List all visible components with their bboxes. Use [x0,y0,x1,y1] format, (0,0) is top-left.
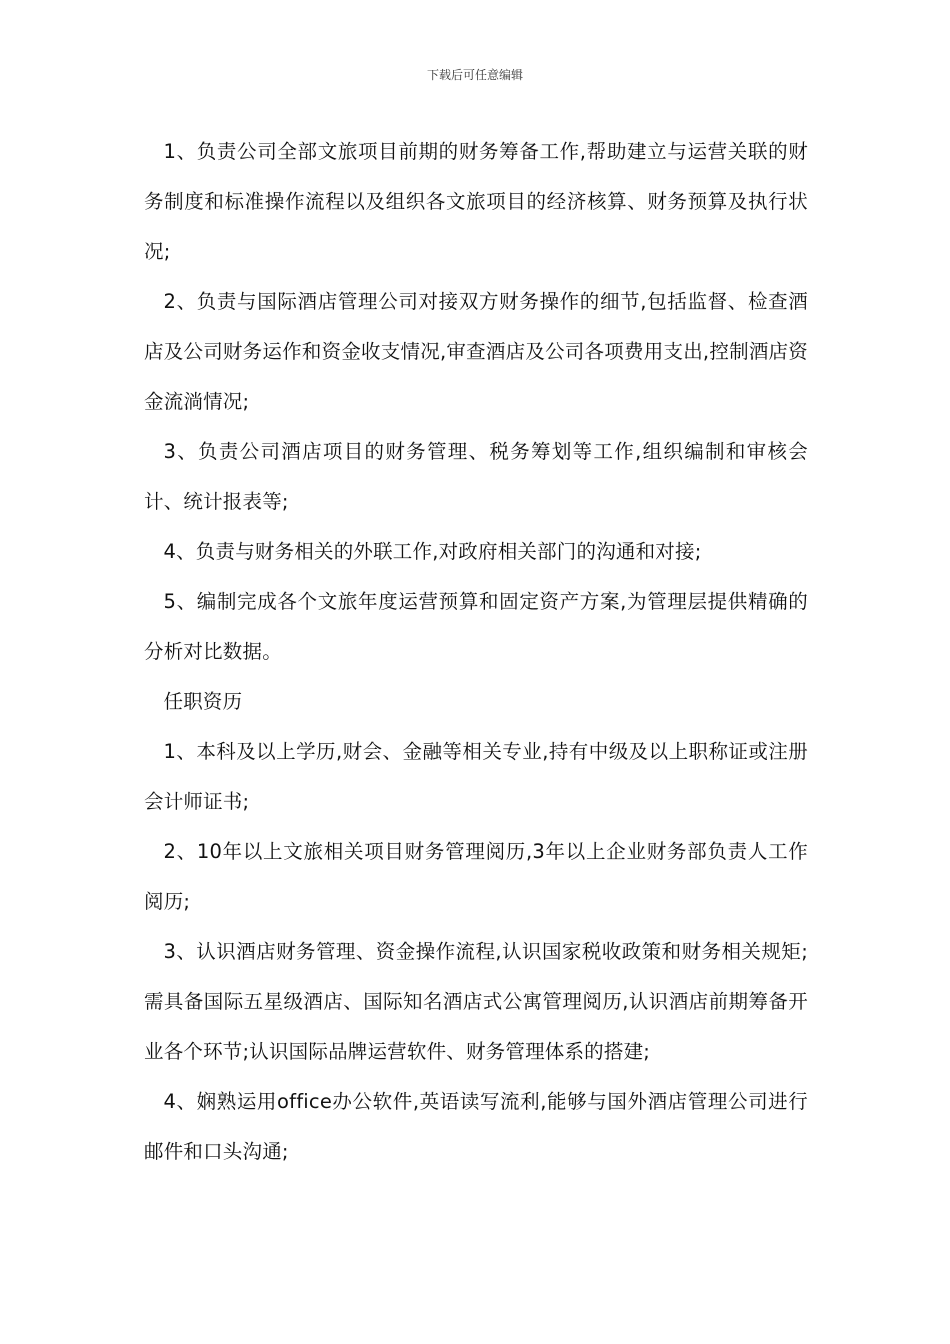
document-body [144,127,808,1177]
duty-item-4: 4、负责与财务相关的外联工作,对政府相关部门的沟通和对接; [163,540,702,563]
duty-item-3: 3、负责公司酒店项目的财务管理、税务筹划等工作,组织编制和审核会计、统计报表等; [144,440,808,513]
header-note: 下载后可任意编辑 [426,68,523,82]
qualification-item-4: 4、娴熟运用office办公软件,英语读写流利,能够与国外酒店管理公司进行邮件和口头沟通; [144,1090,808,1163]
duty-item-5: 5、编制完成各个文旅年度运营预算和固定资产方案,为管理层提供精确的分析对比数据。 [144,590,808,663]
qualification-item-2: 2、10年以上文旅相关项目财务管理阅历,3年以上企业财务部负责人工作阅历; [144,840,808,913]
duty-item-2: 2、负责与国际酒店管理公司对接双方财务操作的细节,包括监督、检查酒店及公司财务运作和资金收支情况,审查酒店及公司各项费用支出,控制酒店资金流淌情况; [144,290,808,413]
duty-item-1: 1、负责公司全部文旅项目前期的财务筹备工作,帮助建立与运营关联的财务制度和标准操作流程以及组织各文旅项目的经济核算、财务预算及执行状况; [144,140,808,263]
qualification-item-1: 1、本科及以上学历,财会、金融等相关专业,持有中级及以上职称证或注册会计师证书; [144,740,808,813]
qualification-item-3: 3、认识酒店财务管理、资金操作流程,认识国家税收政策和财务相关规矩;需具备国际五星级酒店、国际知名酒店式公寓管理阅历,认识酒店前期筹备开业各个环节;认识国际品牌运营软件、财务管理体系的搭建; [144,940,808,1063]
qualifications-heading: 任职资历 [163,690,243,713]
